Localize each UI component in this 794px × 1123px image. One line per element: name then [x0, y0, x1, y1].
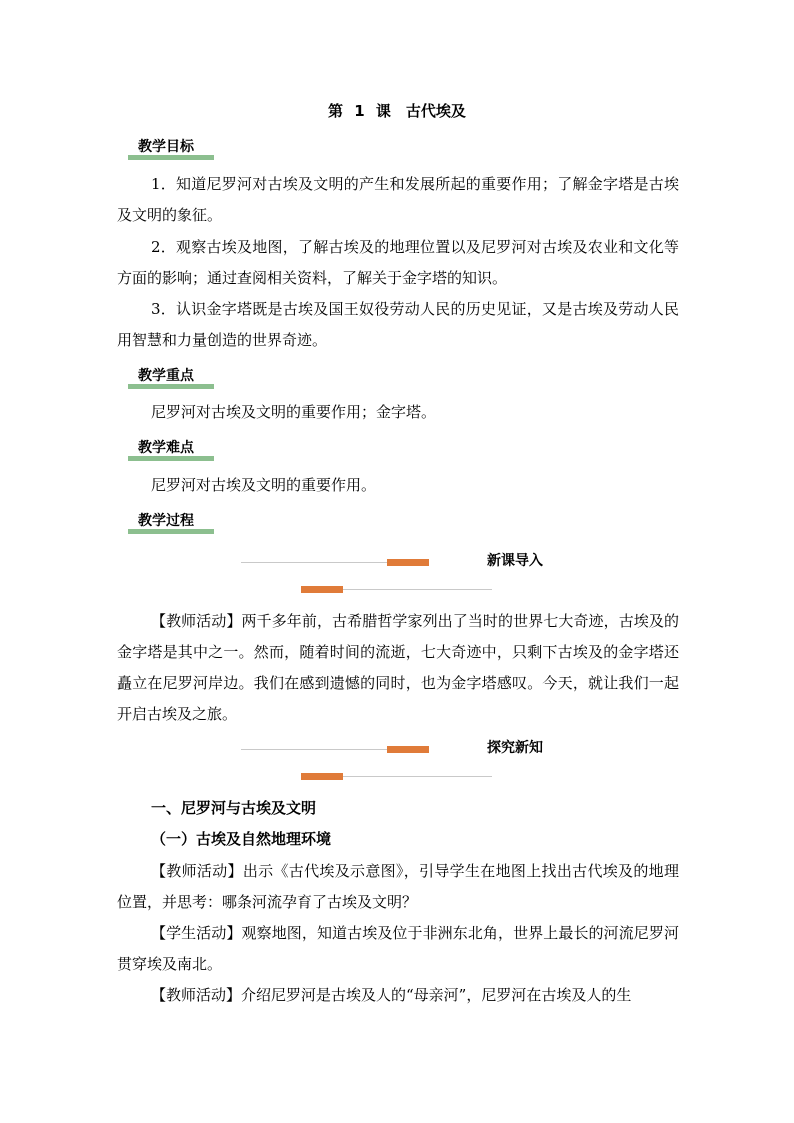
section-heading-keypoints — [128, 367, 214, 389]
difficulties-text: 尼罗河对古埃及文明的重要作用。 — [151, 476, 377, 494]
objective-item-2: 2．观察古埃及地图，了解古埃及的地理位置以及尼罗河对古埃及农业和文化等方面的影响；通过查阅相关资料，了解关于金字塔的知识。 — [117, 238, 679, 287]
divider-accent — [301, 586, 343, 593]
divider-line — [343, 589, 492, 590]
part1-paragraph-2: 【学生活动】观察地图，知道古埃及位于非洲东北角，世界上最长的河流尼罗河贯穿埃及南北。 — [117, 924, 679, 973]
part1-paragraph-3: 【教师活动】介绍尼罗河是古埃及人的“母亲河”，尼罗河在古埃及人的生 — [151, 986, 632, 1004]
divider-line — [241, 749, 387, 750]
section-label: 教学重点 — [138, 368, 194, 384]
divider-label: 探究新知 — [487, 740, 543, 756]
keypoints-text: 尼罗河对古埃及文明的重要作用；金字塔。 — [151, 403, 437, 421]
divider-line — [241, 562, 387, 563]
divider-explore — [241, 738, 543, 788]
divider-line — [343, 776, 492, 777]
divider-accent — [387, 559, 429, 566]
divider-intro — [241, 551, 543, 601]
part1-title: 一、尼罗河与古埃及文明 — [151, 799, 317, 817]
part1-subtitle: （一）古埃及自然地理环境 — [151, 830, 332, 848]
objective-item-3: 3．认识金字塔既是古埃及国王奴役劳动人民的历史见证，又是古埃及劳动人民用智慧和力量创造的世界奇迹。 — [117, 300, 679, 349]
divider-accent — [301, 773, 343, 780]
divider-label: 新课导入 — [487, 553, 543, 569]
intro-paragraph: 【教师活动】两千多年前，古希腊哲学家列出了当时的世界七大奇迹，古埃及的金字塔是其中之一。然而，随着时间的流逝，七大奇迹中，只剩下古埃及的金字塔还矗立在尼罗河岸边。我们在感到遗憾的同时，也为金字塔感叹。今天，就让我们一起开启古埃及之旅。 — [117, 612, 679, 723]
section-heading-process — [128, 512, 214, 534]
section-label: 教学目标 — [138, 139, 194, 155]
part1-paragraph-1: 【教师活动】出示《古代埃及示意图》，引导学生在地图上找出古代埃及的地理位置，并思考：哪条河流孕育了古埃及文明？ — [117, 862, 679, 911]
section-label: 教学难点 — [138, 440, 194, 456]
page-title: 第 1 课 古代埃及 — [328, 102, 466, 120]
objective-item-1: 1．知道尼罗河对古埃及文明的产生和发展所起的重要作用；了解金字塔是古埃及文明的象征。 — [117, 175, 679, 224]
divider-accent — [387, 746, 429, 753]
section-heading-difficulties — [128, 439, 214, 461]
section-label: 教学过程 — [138, 513, 194, 529]
section-heading-objectives — [128, 138, 214, 160]
